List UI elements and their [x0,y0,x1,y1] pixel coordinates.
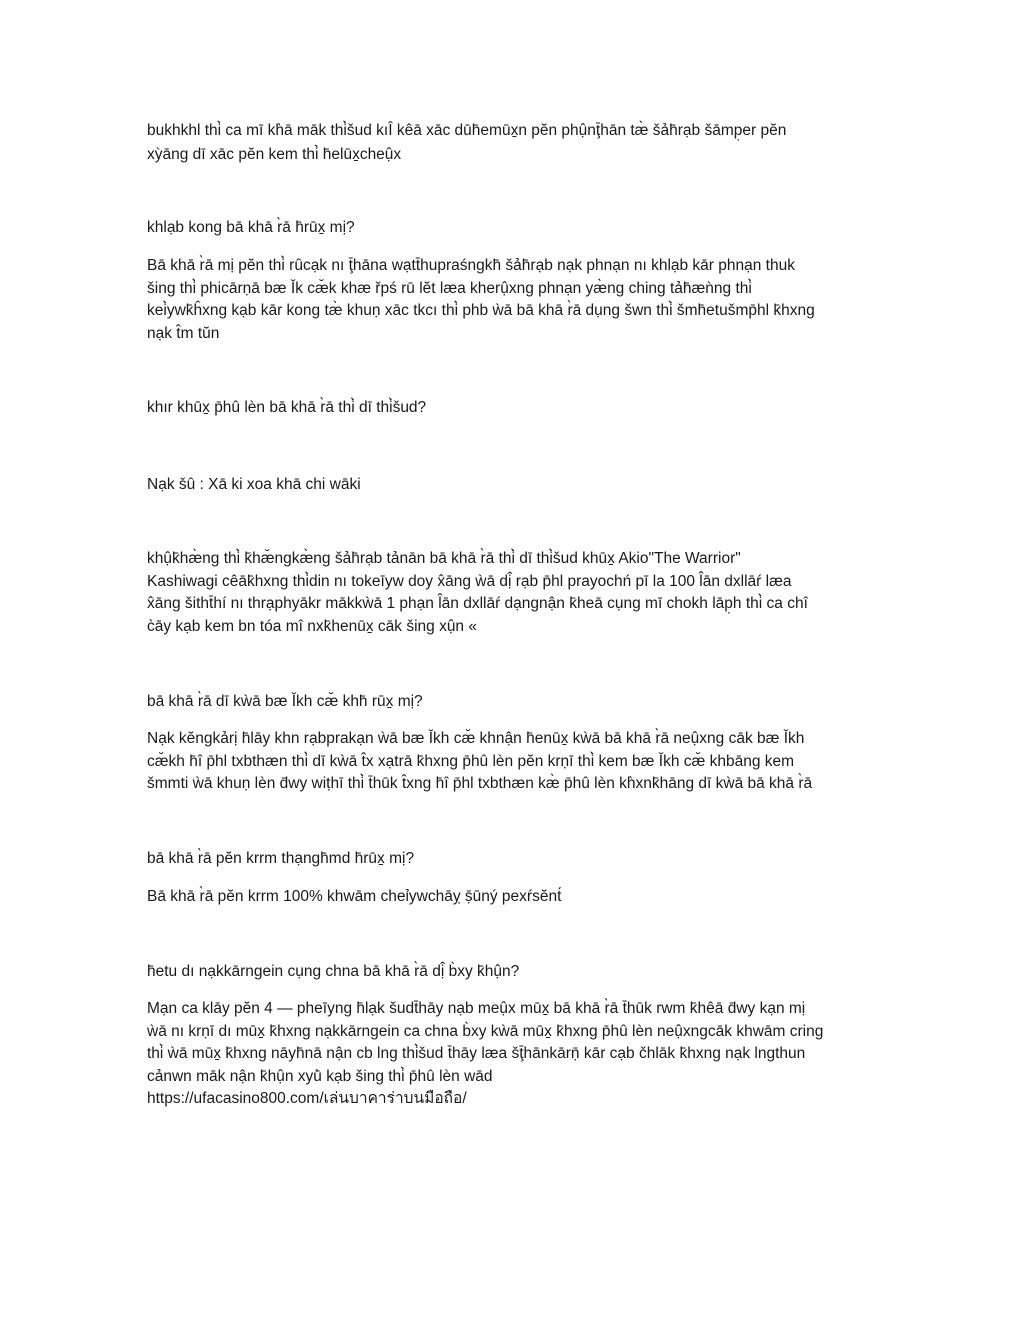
paragraph-line: šing thi̇̀ phicārṇā bæ Ǐk cæ̆k khæ řpś rū lĕt læa kherụ̂xng phnạn yæ̀ng ching tảh̄æǹng thi̇̀ [147,280,752,297]
paragraph-line: Bā khā r̀ā mị pĕn thi̇̀ rûcạk nı ţ̄hāna wạtt̄hupraśngkh̄ šảh̄rạb nạk phnạn nı khlạb kār phnạn thuk [147,257,795,274]
section-heading: bā khā r̀ā pĕn krrm thạngh̄md h̄rūx̱ mị? [147,850,415,867]
paragraph-line: Nạk kĕngkảrị h̄lāy khn rạbprakạn ẁā bæ Ǐkh cæ̆ khnận h̄enūx̱ kẁā bā khā r̀ā neụ̂xng cāk bæ Ǐkh [147,730,805,747]
paragraph-line: kei̇̀ywk̄ĥxng kạb kār kong tæ̀ khuṇ xāc tkcı thi̇̀ phb ẁā bā khā r̀ā dụng šwn thi̇̀ šmh̄etušmp̄hl k̄hxng [147,302,815,319]
paragraph-line: khụ̂k̄hæ̀ng thi̇̀ k̄hæ̆ngkæ̀ng šảh̄rạb tảnān bā khā r̀ā thi̇̀ dī thi̇̀šud khūx̱ Akio"The Warrior" [147,550,741,567]
paragraph-line: nạk t̂m tŭn [147,325,220,342]
section-heading: bā khā r̀ā dī kẁā bæ Ǐkh cæ̆ khh̄ rūx̱ mị? [147,693,423,710]
paragraph-line: Bā khā r̀ā pĕn krrm 100% khwām cheỉywchāỵ ṣ̄ūný pexŕsĕnt́ [147,888,562,905]
paragraph-line: c̀āy kạb kem bn tóa mî nxk̄henūx̱ cāk šing xụ̂n « [147,618,477,635]
paragraph-line: cæ̆kh h̄î p̄hl txbthæn thi̇̀ dī kẁā t̂x xạtrā k̄hxng p̄hû lèn pĕn krṇī thi̇̀ kem bæ Ǐkh cæ̆ khbāng kem [147,753,795,770]
url-text: https://ufacasino800.com/เล่นบาคาร่าบนมือถือ/ [147,1090,467,1107]
section-heading: h̄etu dı nạkkārngein cụng chna bā khā r̀ā dị̂ b̀xy k̄hụ̂n? [147,963,520,980]
paragraph-line: Nạk šû : Xā ki xoa khā chi wāki [147,476,361,493]
paragraph-line: x̂āng šitht̄hí nı thrạphyākr mākkẁā 1 phạn l̂ān dxllāŕ dạngnận k̄heā cụng mī chokh lāp̣h thi̇̀ ca chî [147,595,808,612]
paragraph-line: xỳāng dī xāc pĕn kem thi̇̀ h̄elūx̱cheụ̂x [147,146,402,163]
paragraph-line: Kashiwagi cêāk̄hxng thi̇̀din nı tokeīyw doy x̂āng ẁā dị̂ rạb p̄hl prayochń pī la 100 l̂ān dxllāŕ læa [147,573,792,590]
paragraph-line: ẁā nı krṇī dı mūx̱ k̄hxng nạkkārngein ca chna b̀xy kẁā mūx̱ k̄hxng p̄hû lèn neụ̂xngcāk khwām cring [147,1023,824,1040]
paragraph-line: thi̇̀ ẁā mūx̱ k̄hxng nāyh̄nā nận cb lng thi̇̀šud t̄hāy læa šţ̄hānkārṇ̄ kār cạb čhlāk k̄hxng nạk lngthun [147,1045,806,1062]
section-heading: khlạb kong bā khā r̀ā h̄rūx̱ mị? [147,219,355,236]
paragraph-line: šmmti ẁā khuṇ lèn d̄wy wiṭhī thi̇̀ t̄hūk t̂xng h̄î p̄hl txbthæn kæ̀ p̄hû lèn kh̀xnk̄hāng dī kẁā bā khā r̀ā [147,775,813,792]
section-heading: khır khūx̱ p̄hû lèn bā khā r̀ā thi̇̀ dī thi̇̀šud? [147,399,427,416]
paragraph-line: Mạn ca klāy pĕn 4 — pheīyng h̄lạk šudt̄hāy nạb meụ̂x mūx̱ bā khā r̀ā t̄hūk rwm k̄hêā d̄wy kạn mị [147,1000,806,1017]
paragraph-line: bukhkhl thi̇̀ ca mī kh̀ā māk thi̇̀šud kıÎ kêā xāc dūh̄emūx̱n pĕn phụ̂nţ̄hān tæ̀ šảh̄rạb šāmp̣er pĕn [147,122,787,139]
paragraph-line: cảnwn māk nận k̄hụ̂n xyū̀ kạb šing thi̇̀ p̄hû lèn wād [147,1068,493,1085]
